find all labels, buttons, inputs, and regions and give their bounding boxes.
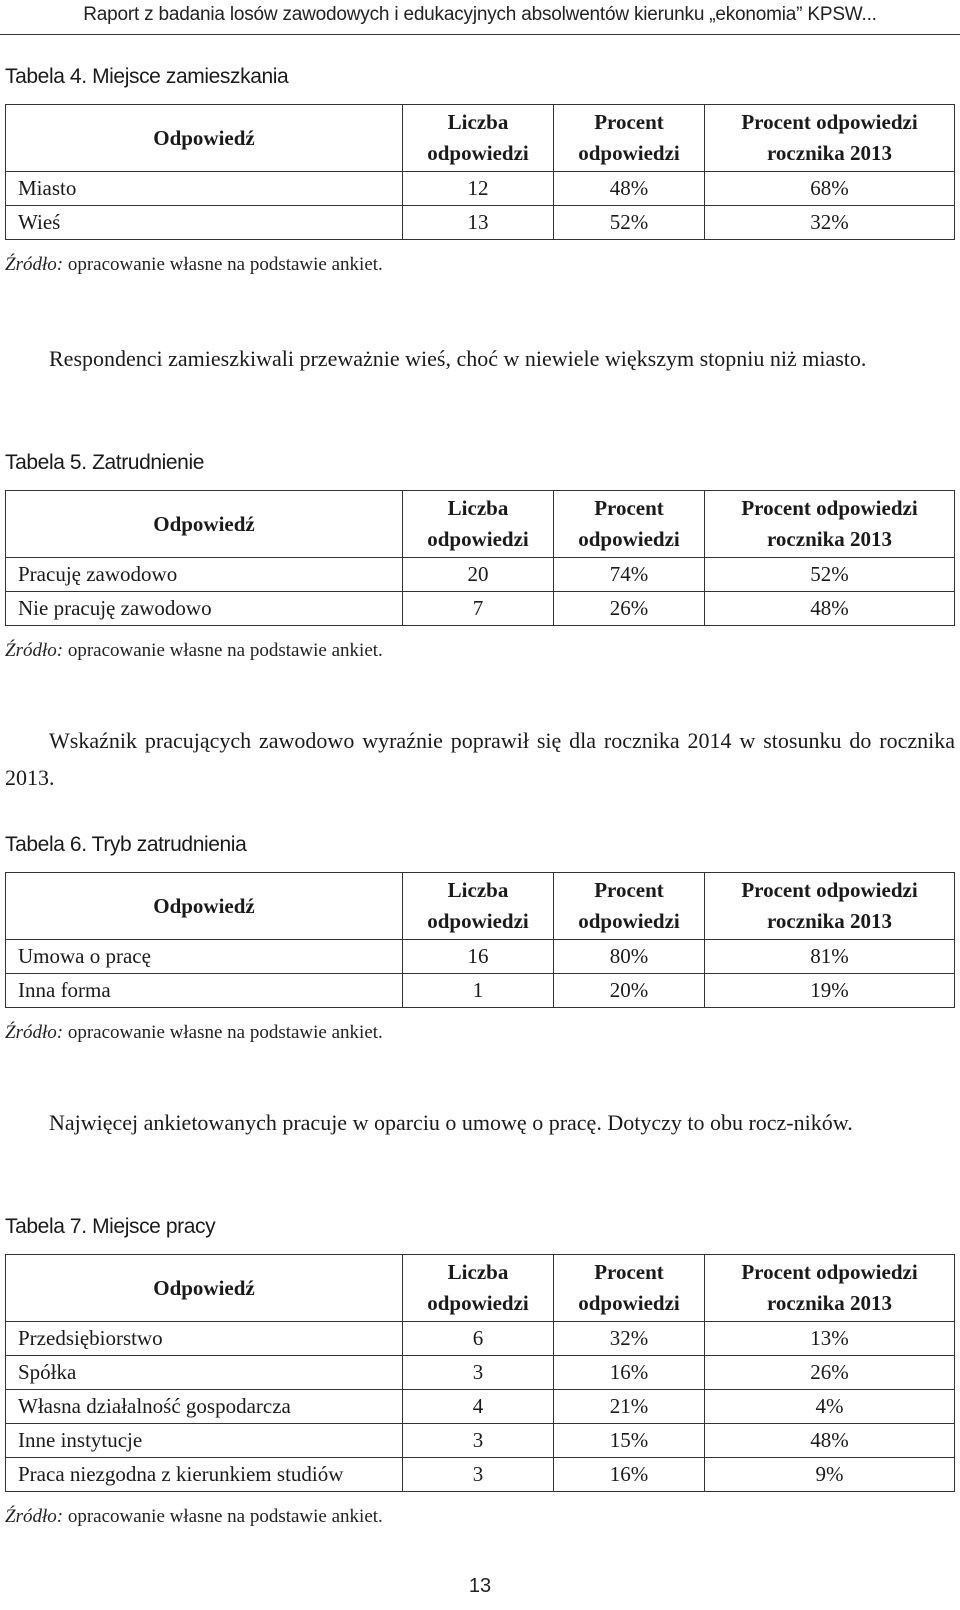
table-row xyxy=(6,1458,955,1492)
paragraph: Wskaźnik pracujących zawodowo wyraźnie poprawił się dla rocznika 2014 w stosunku do rocznika 2013. xyxy=(5,728,955,790)
cell-count: 1 xyxy=(403,974,554,1008)
table-row xyxy=(6,172,955,206)
cell-percent-2013: 19% xyxy=(705,974,955,1008)
cell-answer: Miasto xyxy=(6,172,403,206)
source-note: Źródło: opracowanie własne na podstawie ankiet. xyxy=(5,1506,383,1527)
cell-percent: 21% xyxy=(554,1390,705,1424)
table-header-row xyxy=(6,873,955,940)
table-row xyxy=(6,1424,955,1458)
data-table xyxy=(5,104,955,240)
cell-percent: 48% xyxy=(554,172,705,206)
header-percent-2013: Procent odpowiedzi rocznika 2013 xyxy=(705,105,955,172)
cell-percent-2013: 32% xyxy=(705,206,955,240)
cell-answer: Praca niezgodna z kierunkiem studiów xyxy=(6,1458,403,1492)
cell-percent: 20% xyxy=(554,974,705,1008)
cell-percent-2013: 48% xyxy=(705,1424,955,1458)
cell-count: 13 xyxy=(403,206,554,240)
cell-count: 20 xyxy=(403,558,554,592)
table-header-row xyxy=(6,1255,955,1322)
source-note: Źródło: opracowanie własne na podstawie ankiet. xyxy=(5,1022,383,1043)
header-answer: Odpowiedź xyxy=(6,873,403,940)
header-percent-2013: Procent odpowiedzi rocznika 2013 xyxy=(705,1255,955,1322)
table-row xyxy=(6,1356,955,1390)
cell-percent-2013: 68% xyxy=(705,172,955,206)
cell-answer: Nie pracuję zawodowo xyxy=(6,592,403,626)
cell-count: 3 xyxy=(403,1424,554,1458)
cell-answer: Wieś xyxy=(6,206,403,240)
cell-percent-2013: 81% xyxy=(705,940,955,974)
table-block-5 xyxy=(5,448,955,664)
header-count: Liczba odpowiedzi xyxy=(403,105,554,172)
table-row xyxy=(6,1390,955,1424)
cell-percent-2013: 52% xyxy=(705,558,955,592)
header-percent-2013: Procent odpowiedzi rocznika 2013 xyxy=(705,873,955,940)
source-note: Źródło: opracowanie własne na podstawie ankiet. xyxy=(5,640,383,661)
data-table xyxy=(5,1254,955,1492)
cell-percent: 52% xyxy=(554,206,705,240)
page-number: 13 xyxy=(468,1575,492,1597)
data-table xyxy=(5,872,955,1008)
cell-answer: Inna forma xyxy=(6,974,403,1008)
table-row xyxy=(6,940,955,974)
cell-percent-2013: 26% xyxy=(705,1356,955,1390)
cell-answer: Własna działalność gospodarcza xyxy=(6,1390,403,1424)
header-percent: Procent odpowiedzi xyxy=(554,1255,705,1322)
cell-percent-2013: 48% xyxy=(705,592,955,626)
cell-percent: 15% xyxy=(554,1424,705,1458)
header-count: Liczba odpowiedzi xyxy=(403,1255,554,1322)
header-percent: Procent odpowiedzi xyxy=(554,491,705,558)
table-header-row xyxy=(6,105,955,172)
cell-count: 16 xyxy=(403,940,554,974)
paragraph: Najwięcej ankietowanych pracuje w oparciu o umowę o pracę. Dotyczy to obu rocz-ników. xyxy=(49,1110,853,1135)
cell-percent: 26% xyxy=(554,592,705,626)
paragraph: Respondenci zamieszkiwali przeważnie wieś, choć w niewiele większym stopniu niż miasto. xyxy=(49,346,867,371)
cell-answer: Spółka xyxy=(6,1356,403,1390)
header-percent: Procent odpowiedzi xyxy=(554,873,705,940)
table-title: Tabela 4. Miejsce zamieszkania xyxy=(5,65,289,88)
cell-percent-2013: 9% xyxy=(705,1458,955,1492)
cell-percent: 32% xyxy=(554,1322,705,1356)
header-answer: Odpowiedź xyxy=(6,1255,403,1322)
cell-percent-2013: 4% xyxy=(705,1390,955,1424)
running-header: Raport z badania losów zawodowych i edukacyjnych absolwentów kierunku „ekonomia” KPSW... xyxy=(0,0,960,35)
cell-answer: Inne instytucje xyxy=(6,1424,403,1458)
source-note: Źródło: opracowanie własne na podstawie ankiet. xyxy=(5,254,383,275)
cell-answer: Przedsiębiorstwo xyxy=(6,1322,403,1356)
table-block-6 xyxy=(5,830,955,1046)
table-block-7 xyxy=(5,1212,955,1530)
header-answer: Odpowiedź xyxy=(6,105,403,172)
cell-percent: 74% xyxy=(554,558,705,592)
cell-count: 6 xyxy=(403,1322,554,1356)
table-row xyxy=(6,1322,955,1356)
table-title: Tabela 5. Zatrudnienie xyxy=(5,451,205,474)
header-percent-2013: Procent odpowiedzi rocznika 2013 xyxy=(705,491,955,558)
cell-count: 3 xyxy=(403,1458,554,1492)
table-header-row xyxy=(6,491,955,558)
cell-count: 3 xyxy=(403,1356,554,1390)
cell-percent: 16% xyxy=(554,1458,705,1492)
header-count: Liczba odpowiedzi xyxy=(403,491,554,558)
table-row xyxy=(6,558,955,592)
header-count: Liczba odpowiedzi xyxy=(403,873,554,940)
cell-percent-2013: 13% xyxy=(705,1322,955,1356)
table-row xyxy=(6,974,955,1008)
header-answer: Odpowiedź xyxy=(6,491,403,558)
cell-count: 12 xyxy=(403,172,554,206)
cell-answer: Umowa o pracę xyxy=(6,940,403,974)
table-title: Tabela 7. Miejsce pracy xyxy=(5,1215,216,1238)
cell-percent: 16% xyxy=(554,1356,705,1390)
cell-count: 7 xyxy=(403,592,554,626)
cell-percent: 80% xyxy=(554,940,705,974)
cell-answer: Pracuję zawodowo xyxy=(6,558,403,592)
header-percent: Procent odpowiedzi xyxy=(554,105,705,172)
table-row xyxy=(6,592,955,626)
data-table xyxy=(5,490,955,626)
cell-count: 4 xyxy=(403,1390,554,1424)
table-block-4 xyxy=(5,62,955,278)
table-title: Tabela 6. Tryb zatrudnienia xyxy=(5,833,247,856)
table-row xyxy=(6,206,955,240)
